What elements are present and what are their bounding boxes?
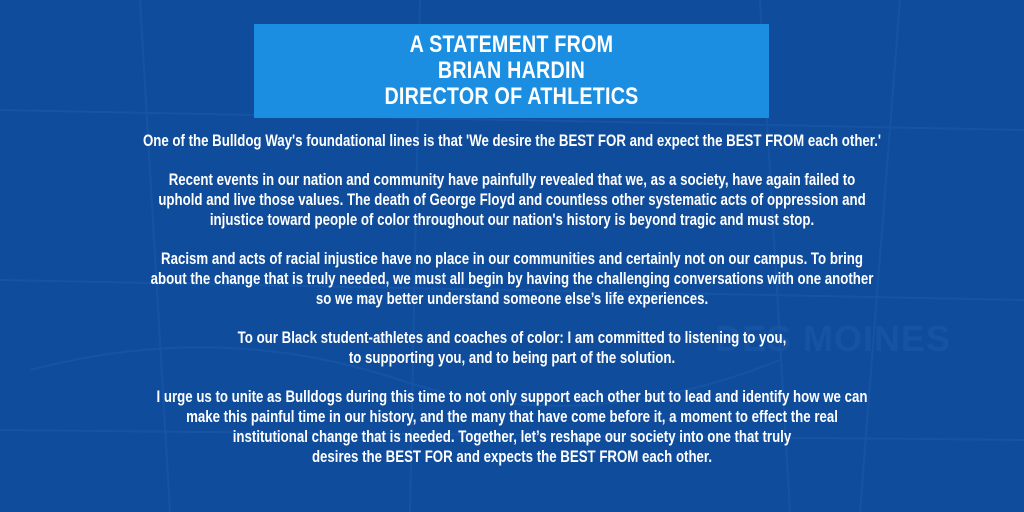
paragraph-racism — [0, 249, 1024, 309]
header-role-line: DIRECTOR OF ATHLETICS — [384, 83, 639, 110]
paragraph-unite — [0, 387, 1024, 467]
statement-line: to supporting you, and to being part of the solution. — [348, 348, 676, 367]
paragraph-recent-events — [0, 170, 1024, 230]
statement-line: One of the Bulldog Way's foundational lines is that 'We desire the BEST FOR and expect the BEST FROM each other.' — [142, 131, 882, 150]
paragraph-commitment — [0, 328, 1024, 368]
header-title-line: A STATEMENT FROM — [409, 31, 614, 58]
statement-line: uphold and live those values. The death of George Floyd and countless other systematic acts of oppression and — [158, 190, 866, 209]
statement-body — [0, 131, 1024, 486]
header-name-line: BRIAN HARDIN — [437, 57, 586, 84]
des-moines-watermark: DES MOINES — [715, 318, 952, 359]
statement-line: I urge us to unite as Bulldogs during this time to not only support each other but to lead and identify how we can — [156, 387, 868, 406]
statement-line: Racism and acts of racial injustice have no place in our communities and certainly not on our campus. To bring — [161, 249, 863, 268]
statement-line: To our Black student-athletes and coaches of color: I am committed to listening to you, — [237, 328, 787, 347]
statement-line: so we may better understand someone else’s life experiences. — [315, 289, 709, 308]
statement-header — [254, 24, 769, 118]
statement-line: make this painful time in our history, and the many that have come before it, a moment to effect the real — [186, 407, 838, 426]
statement-line: Recent events in our nation and community have painfully revealed that we, as a society, have again failed to — [168, 170, 856, 189]
statement-line: institutional change that is needed. Together, let’s reshape our society into one that truly — [232, 427, 792, 446]
statement-line: desires the BEST FOR and expects the BEST FROM each other. — [311, 447, 713, 466]
statement-line: injustice toward people of color throughout our nation's history is beyond tragic and must stop. — [209, 210, 815, 229]
paragraph-bulldog-way — [0, 131, 1024, 151]
statement-line: about the change that is truly needed, we must all begin by having the challenging conversations with one another — [150, 269, 874, 288]
